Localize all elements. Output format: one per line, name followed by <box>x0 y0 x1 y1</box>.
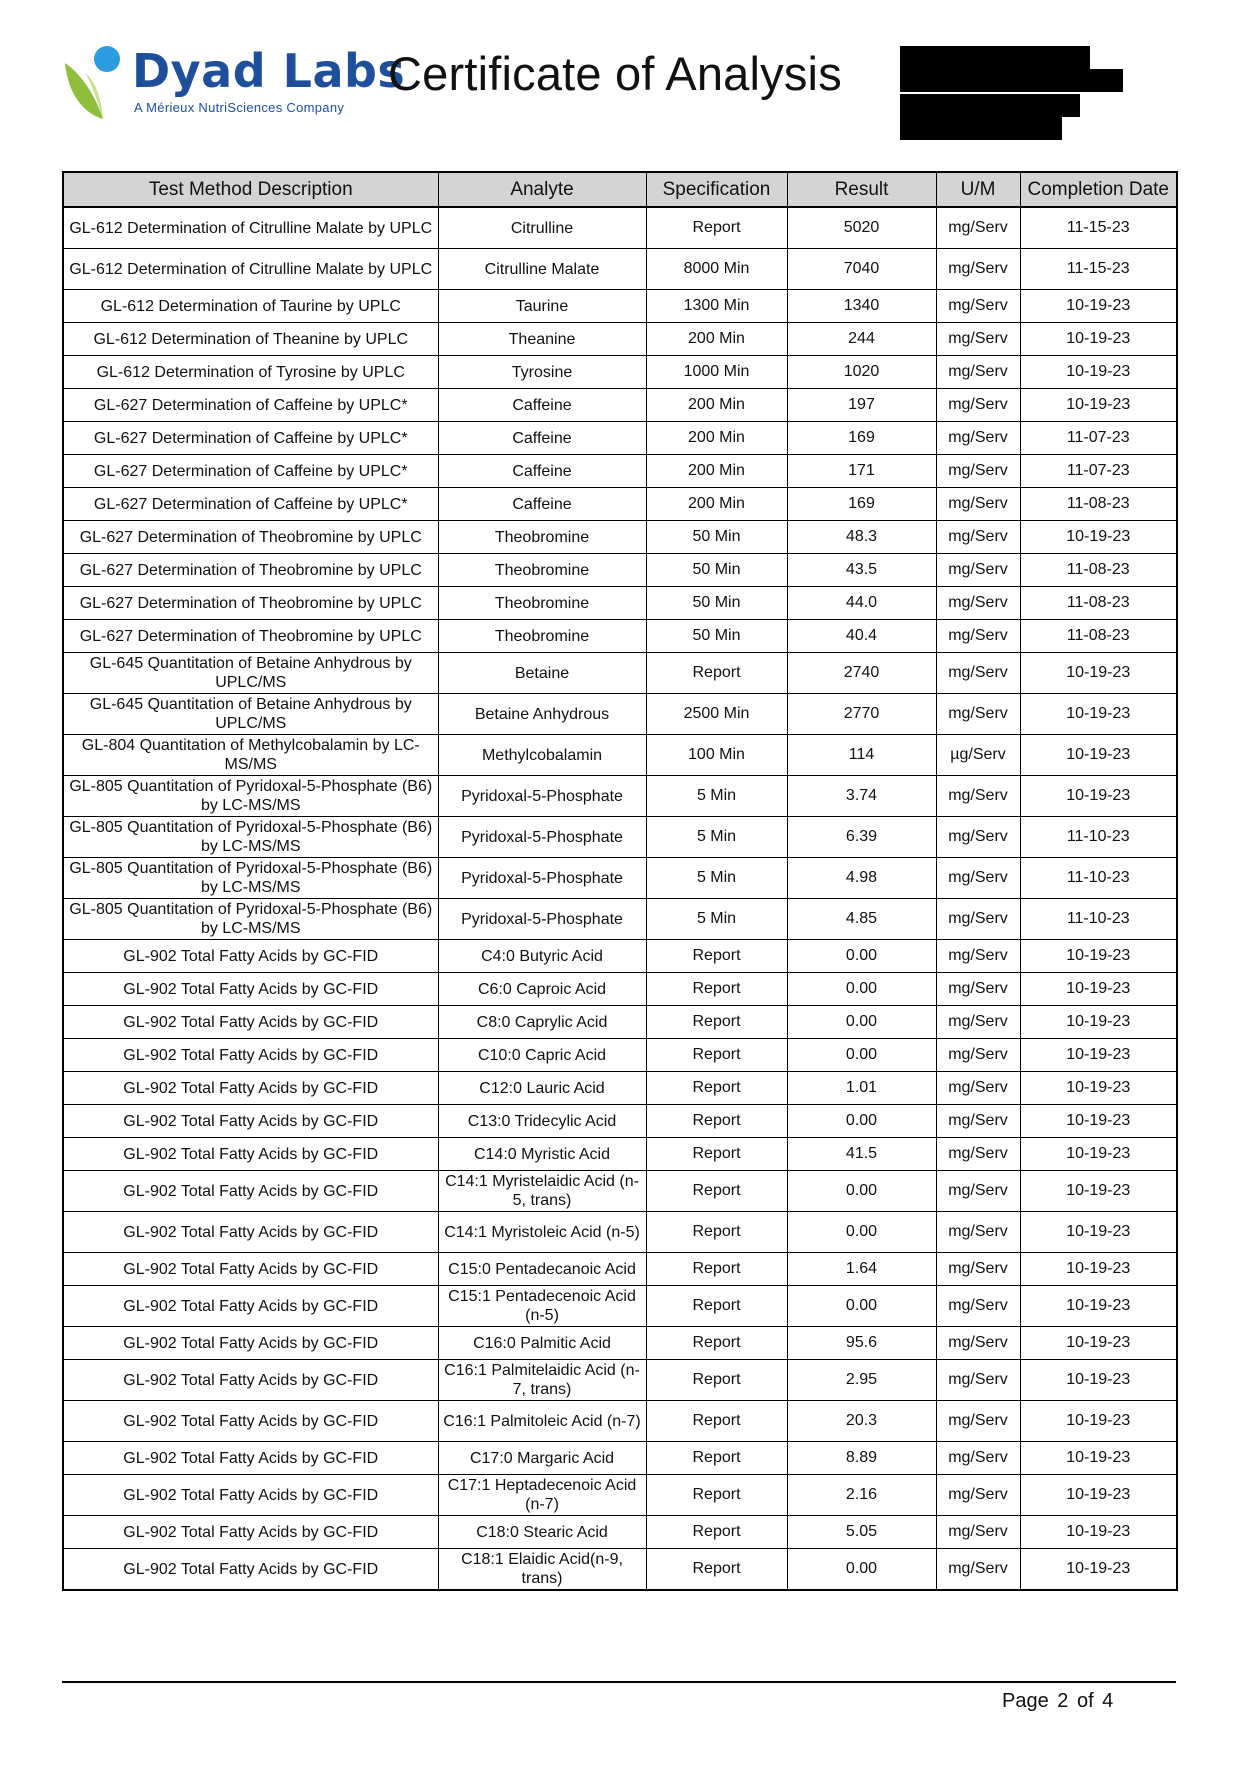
analyte-cell: C17:0 Margaric Acid <box>438 1442 646 1475</box>
unit-cell: mg/Serv <box>936 1105 1020 1138</box>
analyte-cell: C10:0 Capric Acid <box>438 1039 646 1072</box>
specification-cell: Report <box>646 653 787 694</box>
completion-date-cell: 11-10-23 <box>1020 817 1177 858</box>
analyte-cell: C16:1 Palmitelaidic Acid (n-7, trans) <box>438 1360 646 1401</box>
specification-cell: 50 Min <box>646 587 787 620</box>
table-row <box>63 1475 1177 1516</box>
analyte-cell: Pyridoxal-5-Phosphate <box>438 817 646 858</box>
result-cell: 8.89 <box>787 1442 936 1475</box>
completion-date-cell: 10-19-23 <box>1020 1442 1177 1475</box>
table-row <box>63 1138 1177 1171</box>
test-method-cell: GL-902 Total Fatty Acids by GC-FID <box>63 1105 438 1138</box>
specification-cell: 1000 Min <box>646 356 787 389</box>
unit-cell: mg/Serv <box>936 1171 1020 1212</box>
table-row <box>63 389 1177 422</box>
result-cell: 244 <box>787 323 936 356</box>
unit-cell: mg/Serv <box>936 389 1020 422</box>
table-row <box>63 694 1177 735</box>
test-method-cell: GL-902 Total Fatty Acids by GC-FID <box>63 940 438 973</box>
analyte-cell: Theanine <box>438 323 646 356</box>
unit-cell: mg/Serv <box>936 694 1020 735</box>
unit-cell: mg/Serv <box>936 1327 1020 1360</box>
test-method-cell: GL-805 Quantitation of Pyridoxal-5-Phosphate (B6) by LC-MS/MS <box>63 899 438 940</box>
unit-cell: mg/Serv <box>936 620 1020 653</box>
table-header-row <box>63 172 1177 207</box>
specification-cell: Report <box>646 940 787 973</box>
test-method-cell: GL-612 Determination of Tyrosine by UPLC <box>63 356 438 389</box>
analyte-cell: Betaine <box>438 653 646 694</box>
test-method-cell: GL-627 Determination of Theobromine by UPLC <box>63 620 438 653</box>
table-row <box>63 422 1177 455</box>
unit-cell: mg/Serv <box>936 1442 1020 1475</box>
unit-cell: mg/Serv <box>936 858 1020 899</box>
result-cell: 5.05 <box>787 1516 936 1549</box>
unit-cell: mg/Serv <box>936 1039 1020 1072</box>
specification-cell: 200 Min <box>646 422 787 455</box>
table-row <box>63 1039 1177 1072</box>
table-row <box>63 1549 1177 1591</box>
table-row <box>63 973 1177 1006</box>
test-method-cell: GL-902 Total Fatty Acids by GC-FID <box>63 1072 438 1105</box>
document-title: Certificate of Analysis <box>388 47 842 100</box>
table-row <box>63 1516 1177 1549</box>
specification-cell: 50 Min <box>646 620 787 653</box>
unit-cell: mg/Serv <box>936 323 1020 356</box>
completion-date-cell: 10-19-23 <box>1020 973 1177 1006</box>
unit-cell: mg/Serv <box>936 1401 1020 1442</box>
result-cell: 0.00 <box>787 1039 936 1072</box>
test-method-cell: GL-902 Total Fatty Acids by GC-FID <box>63 973 438 1006</box>
analyte-cell: C8:0 Caprylic Acid <box>438 1006 646 1039</box>
completion-date-cell: 10-19-23 <box>1020 735 1177 776</box>
table-row <box>63 488 1177 521</box>
specification-cell: Report <box>646 1006 787 1039</box>
completion-date-cell: 10-19-23 <box>1020 1171 1177 1212</box>
result-cell: 41.5 <box>787 1138 936 1171</box>
specification-cell: 1300 Min <box>646 290 787 323</box>
specification-cell: 200 Min <box>646 389 787 422</box>
completion-date-cell: 11-08-23 <box>1020 488 1177 521</box>
result-cell: 114 <box>787 735 936 776</box>
specification-cell: 8000 Min <box>646 249 787 290</box>
result-cell: 171 <box>787 455 936 488</box>
table-row <box>63 1105 1177 1138</box>
completion-date-cell: 10-19-23 <box>1020 1401 1177 1442</box>
dyad-labs-leaf-logo-icon <box>63 45 125 120</box>
unit-cell: mg/Serv <box>936 1475 1020 1516</box>
completion-date-cell: 10-19-23 <box>1020 1516 1177 1549</box>
result-cell: 44.0 <box>787 587 936 620</box>
completion-date-cell: 11-15-23 <box>1020 207 1177 249</box>
analyte-cell: C6:0 Caproic Acid <box>438 973 646 1006</box>
unit-cell: µg/Serv <box>936 735 1020 776</box>
unit-cell: mg/Serv <box>936 1212 1020 1253</box>
test-method-cell: GL-627 Determination of Theobromine by UPLC <box>63 521 438 554</box>
specification-cell: Report <box>646 207 787 249</box>
specification-cell: Report <box>646 1327 787 1360</box>
table-row <box>63 858 1177 899</box>
specification-cell: Report <box>646 1253 787 1286</box>
completion-date-cell: 10-19-23 <box>1020 1327 1177 1360</box>
result-cell: 6.39 <box>787 817 936 858</box>
test-method-cell: GL-902 Total Fatty Acids by GC-FID <box>63 1286 438 1327</box>
result-cell: 169 <box>787 422 936 455</box>
redaction-bar <box>900 94 1080 117</box>
specification-cell: Report <box>646 1516 787 1549</box>
unit-cell: mg/Serv <box>936 1516 1020 1549</box>
table-row <box>63 1253 1177 1286</box>
analyte-cell: C14:1 Myristoleic Acid (n-5) <box>438 1212 646 1253</box>
unit-cell: mg/Serv <box>936 1286 1020 1327</box>
table-row <box>63 899 1177 940</box>
result-cell: 2.95 <box>787 1360 936 1401</box>
specification-cell: 200 Min <box>646 323 787 356</box>
document-header <box>0 0 1240 160</box>
test-method-cell: GL-627 Determination of Caffeine by UPLC* <box>63 455 438 488</box>
result-cell: 4.85 <box>787 899 936 940</box>
completion-date-cell: 11-08-23 <box>1020 554 1177 587</box>
test-method-cell: GL-902 Total Fatty Acids by GC-FID <box>63 1138 438 1171</box>
specification-cell: Report <box>646 1039 787 1072</box>
analyte-cell: Tyrosine <box>438 356 646 389</box>
table-row <box>63 735 1177 776</box>
specification-cell: 5 Min <box>646 817 787 858</box>
specification-cell: 5 Min <box>646 776 787 817</box>
test-method-cell: GL-612 Determination of Citrulline Malate by UPLC <box>63 207 438 249</box>
specification-cell: 200 Min <box>646 455 787 488</box>
table-row <box>63 521 1177 554</box>
specification-cell: 2500 Min <box>646 694 787 735</box>
completion-date-cell: 10-19-23 <box>1020 1072 1177 1105</box>
test-method-cell: GL-612 Determination of Taurine by UPLC <box>63 290 438 323</box>
table-row <box>63 1360 1177 1401</box>
specification-cell: 50 Min <box>646 521 787 554</box>
specification-cell: Report <box>646 1105 787 1138</box>
test-method-cell: GL-902 Total Fatty Acids by GC-FID <box>63 1212 438 1253</box>
result-cell: 0.00 <box>787 1212 936 1253</box>
result-cell: 5020 <box>787 207 936 249</box>
analyte-cell: C16:0 Palmitic Acid <box>438 1327 646 1360</box>
table-row <box>63 653 1177 694</box>
test-method-cell: GL-627 Determination of Caffeine by UPLC* <box>63 422 438 455</box>
result-cell: 1.64 <box>787 1253 936 1286</box>
test-method-cell: GL-645 Quantitation of Betaine Anhydrous by UPLC/MS <box>63 653 438 694</box>
redaction-bar <box>900 46 1090 69</box>
test-method-cell: GL-627 Determination of Caffeine by UPLC* <box>63 488 438 521</box>
test-method-cell: GL-902 Total Fatty Acids by GC-FID <box>63 1549 438 1591</box>
test-method-cell: GL-902 Total Fatty Acids by GC-FID <box>63 1442 438 1475</box>
result-cell: 0.00 <box>787 1006 936 1039</box>
analyte-cell: Caffeine <box>438 422 646 455</box>
analyte-cell: Citrulline Malate <box>438 249 646 290</box>
table-row <box>63 817 1177 858</box>
completion-date-cell: 10-19-23 <box>1020 1039 1177 1072</box>
table-row <box>63 1171 1177 1212</box>
table-row <box>63 356 1177 389</box>
test-method-cell: GL-612 Determination of Theanine by UPLC <box>63 323 438 356</box>
completion-date-cell: 10-19-23 <box>1020 940 1177 973</box>
completion-date-cell: 10-19-23 <box>1020 1286 1177 1327</box>
table-row <box>63 554 1177 587</box>
completion-date-cell: 11-07-23 <box>1020 455 1177 488</box>
specification-cell: Report <box>646 1212 787 1253</box>
completion-date-cell: 10-19-23 <box>1020 653 1177 694</box>
test-method-cell: GL-805 Quantitation of Pyridoxal-5-Phosphate (B6) by LC-MS/MS <box>63 776 438 817</box>
table-row <box>63 1327 1177 1360</box>
table-row <box>63 249 1177 290</box>
brand-name: Dyad Labs <box>132 44 406 98</box>
result-cell: 7040 <box>787 249 936 290</box>
column-header-analyte: Analyte <box>438 172 646 207</box>
table-row <box>63 1072 1177 1105</box>
table-row <box>63 207 1177 249</box>
analyte-cell: Theobromine <box>438 521 646 554</box>
specification-cell: Report <box>646 1138 787 1171</box>
specification-cell: Report <box>646 973 787 1006</box>
analyte-cell: Pyridoxal-5-Phosphate <box>438 776 646 817</box>
unit-cell: mg/Serv <box>936 1253 1020 1286</box>
unit-cell: mg/Serv <box>936 290 1020 323</box>
analyte-cell: Pyridoxal-5-Phosphate <box>438 858 646 899</box>
analyte-cell: Caffeine <box>438 389 646 422</box>
specification-cell: 5 Min <box>646 858 787 899</box>
table-row <box>63 1442 1177 1475</box>
analyte-cell: Pyridoxal-5-Phosphate <box>438 899 646 940</box>
test-method-cell: GL-902 Total Fatty Acids by GC-FID <box>63 1360 438 1401</box>
result-cell: 0.00 <box>787 1105 936 1138</box>
column-header-unit: U/M <box>936 172 1020 207</box>
column-header-test-method: Test Method Description <box>63 172 438 207</box>
completion-date-cell: 11-10-23 <box>1020 858 1177 899</box>
specification-cell: Report <box>646 1549 787 1591</box>
table-row <box>63 290 1177 323</box>
result-cell: 4.98 <box>787 858 936 899</box>
result-cell: 40.4 <box>787 620 936 653</box>
test-method-cell: GL-902 Total Fatty Acids by GC-FID <box>63 1171 438 1212</box>
completion-date-cell: 10-19-23 <box>1020 323 1177 356</box>
result-cell: 48.3 <box>787 521 936 554</box>
test-method-cell: GL-805 Quantitation of Pyridoxal-5-Phosphate (B6) by LC-MS/MS <box>63 858 438 899</box>
unit-cell: mg/Serv <box>936 899 1020 940</box>
result-cell: 0.00 <box>787 1286 936 1327</box>
completion-date-cell: 10-19-23 <box>1020 776 1177 817</box>
result-cell: 43.5 <box>787 554 936 587</box>
results-table <box>62 171 1178 1591</box>
completion-date-cell: 10-19-23 <box>1020 389 1177 422</box>
table-row <box>63 1006 1177 1039</box>
completion-date-cell: 10-19-23 <box>1020 1105 1177 1138</box>
result-cell: 197 <box>787 389 936 422</box>
completion-date-cell: 10-19-23 <box>1020 1475 1177 1516</box>
table-row <box>63 323 1177 356</box>
completion-date-cell: 11-08-23 <box>1020 620 1177 653</box>
test-method-cell: GL-902 Total Fatty Acids by GC-FID <box>63 1327 438 1360</box>
completion-date-cell: 10-19-23 <box>1020 1006 1177 1039</box>
unit-cell: mg/Serv <box>936 1360 1020 1401</box>
analyte-cell: Methylcobalamin <box>438 735 646 776</box>
table-row <box>63 1286 1177 1327</box>
result-cell: 0.00 <box>787 940 936 973</box>
analyte-cell: Caffeine <box>438 488 646 521</box>
unit-cell: mg/Serv <box>936 587 1020 620</box>
unit-cell: mg/Serv <box>936 554 1020 587</box>
test-method-cell: GL-804 Quantitation of Methylcobalamin by LC-MS/MS <box>63 735 438 776</box>
result-cell: 0.00 <box>787 1549 936 1591</box>
column-header-specification: Specification <box>646 172 787 207</box>
completion-date-cell: 11-10-23 <box>1020 899 1177 940</box>
table-row <box>63 776 1177 817</box>
brand-tagline: A Mérieux NutriSciences Company <box>134 100 345 115</box>
unit-cell: mg/Serv <box>936 455 1020 488</box>
test-method-cell: GL-902 Total Fatty Acids by GC-FID <box>63 1039 438 1072</box>
redaction-bar <box>900 117 1062 140</box>
table-row <box>63 587 1177 620</box>
footer-divider <box>62 1681 1176 1683</box>
table-row <box>63 620 1177 653</box>
test-method-cell: GL-902 Total Fatty Acids by GC-FID <box>63 1006 438 1039</box>
test-method-cell: GL-805 Quantitation of Pyridoxal-5-Phosphate (B6) by LC-MS/MS <box>63 817 438 858</box>
table-row <box>63 1212 1177 1253</box>
specification-cell: 100 Min <box>646 735 787 776</box>
completion-date-cell: 10-19-23 <box>1020 521 1177 554</box>
unit-cell: mg/Serv <box>936 1549 1020 1591</box>
analyte-cell: Citrulline <box>438 207 646 249</box>
analyte-cell: Caffeine <box>438 455 646 488</box>
test-method-cell: GL-627 Determination of Theobromine by UPLC <box>63 587 438 620</box>
unit-cell: mg/Serv <box>936 356 1020 389</box>
unit-cell: mg/Serv <box>936 653 1020 694</box>
unit-cell: mg/Serv <box>936 521 1020 554</box>
analyte-cell: C18:1 Elaidic Acid(n-9, trans) <box>438 1549 646 1591</box>
unit-cell: mg/Serv <box>936 1072 1020 1105</box>
result-cell: 169 <box>787 488 936 521</box>
result-cell: 1340 <box>787 290 936 323</box>
specification-cell: Report <box>646 1475 787 1516</box>
unit-cell: mg/Serv <box>936 1138 1020 1171</box>
completion-date-cell: 10-19-23 <box>1020 290 1177 323</box>
result-cell: 2740 <box>787 653 936 694</box>
result-cell: 0.00 <box>787 1171 936 1212</box>
unit-cell: mg/Serv <box>936 817 1020 858</box>
result-cell: 0.00 <box>787 973 936 1006</box>
analyte-cell: C15:0 Pentadecanoic Acid <box>438 1253 646 1286</box>
specification-cell: Report <box>646 1442 787 1475</box>
unit-cell: mg/Serv <box>936 1006 1020 1039</box>
analyte-cell: C12:0 Lauric Acid <box>438 1072 646 1105</box>
unit-cell: mg/Serv <box>936 207 1020 249</box>
specification-cell: Report <box>646 1072 787 1105</box>
test-method-cell: GL-902 Total Fatty Acids by GC-FID <box>63 1401 438 1442</box>
unit-cell: mg/Serv <box>936 422 1020 455</box>
analyte-cell: C14:1 Myristelaidic Acid (n-5, trans) <box>438 1171 646 1212</box>
analyte-cell: Theobromine <box>438 587 646 620</box>
analyte-cell: Theobromine <box>438 554 646 587</box>
completion-date-cell: 10-19-23 <box>1020 356 1177 389</box>
analyte-cell: C13:0 Tridecylic Acid <box>438 1105 646 1138</box>
completion-date-cell: 11-07-23 <box>1020 422 1177 455</box>
analyte-cell: Theobromine <box>438 620 646 653</box>
unit-cell: mg/Serv <box>936 488 1020 521</box>
completion-date-cell: 10-19-23 <box>1020 1253 1177 1286</box>
table-row <box>63 1401 1177 1442</box>
completion-date-cell: 10-19-23 <box>1020 1360 1177 1401</box>
analyte-cell: Betaine Anhydrous <box>438 694 646 735</box>
specification-cell: Report <box>646 1360 787 1401</box>
result-cell: 20.3 <box>787 1401 936 1442</box>
unit-cell: mg/Serv <box>936 776 1020 817</box>
redaction-bar <box>900 69 1123 92</box>
table-row <box>63 940 1177 973</box>
specification-cell: 50 Min <box>646 554 787 587</box>
test-method-cell: GL-902 Total Fatty Acids by GC-FID <box>63 1475 438 1516</box>
specification-cell: 200 Min <box>646 488 787 521</box>
unit-cell: mg/Serv <box>936 940 1020 973</box>
result-cell: 1020 <box>787 356 936 389</box>
analyte-cell: C4:0 Butyric Acid <box>438 940 646 973</box>
completion-date-cell: 10-19-23 <box>1020 694 1177 735</box>
result-cell: 3.74 <box>787 776 936 817</box>
test-method-cell: GL-902 Total Fatty Acids by GC-FID <box>63 1516 438 1549</box>
test-method-cell: GL-627 Determination of Theobromine by UPLC <box>63 554 438 587</box>
completion-date-cell: 10-19-23 <box>1020 1549 1177 1591</box>
test-method-cell: GL-627 Determination of Caffeine by UPLC* <box>63 389 438 422</box>
analyte-cell: C17:1 Heptadecenoic Acid (n-7) <box>438 1475 646 1516</box>
test-method-cell: GL-902 Total Fatty Acids by GC-FID <box>63 1253 438 1286</box>
analyte-cell: Taurine <box>438 290 646 323</box>
unit-cell: mg/Serv <box>936 973 1020 1006</box>
completion-date-cell: 10-19-23 <box>1020 1212 1177 1253</box>
completion-date-cell: 10-19-23 <box>1020 1138 1177 1171</box>
table-row <box>63 455 1177 488</box>
completion-date-cell: 11-08-23 <box>1020 587 1177 620</box>
analyte-cell: C14:0 Myristic Acid <box>438 1138 646 1171</box>
column-header-completion-date: Completion Date <box>1020 172 1177 207</box>
test-method-cell: GL-612 Determination of Citrulline Malate by UPLC <box>63 249 438 290</box>
specification-cell: Report <box>646 1171 787 1212</box>
completion-date-cell: 11-15-23 <box>1020 249 1177 290</box>
result-cell: 95.6 <box>787 1327 936 1360</box>
result-cell: 2.16 <box>787 1475 936 1516</box>
unit-cell: mg/Serv <box>936 249 1020 290</box>
analyte-cell: C16:1 Palmitoleic Acid (n-7) <box>438 1401 646 1442</box>
specification-cell: 5 Min <box>646 899 787 940</box>
specification-cell: Report <box>646 1286 787 1327</box>
result-cell: 1.01 <box>787 1072 936 1105</box>
analyte-cell: C18:0 Stearic Acid <box>438 1516 646 1549</box>
test-method-cell: GL-645 Quantitation of Betaine Anhydrous by UPLC/MS <box>63 694 438 735</box>
result-cell: 2770 <box>787 694 936 735</box>
specification-cell: Report <box>646 1401 787 1442</box>
analyte-cell: C15:1 Pentadecenoic Acid (n-5) <box>438 1286 646 1327</box>
column-header-result: Result <box>787 172 936 207</box>
page-number: Page 2 of 4 <box>1002 1690 1114 1712</box>
